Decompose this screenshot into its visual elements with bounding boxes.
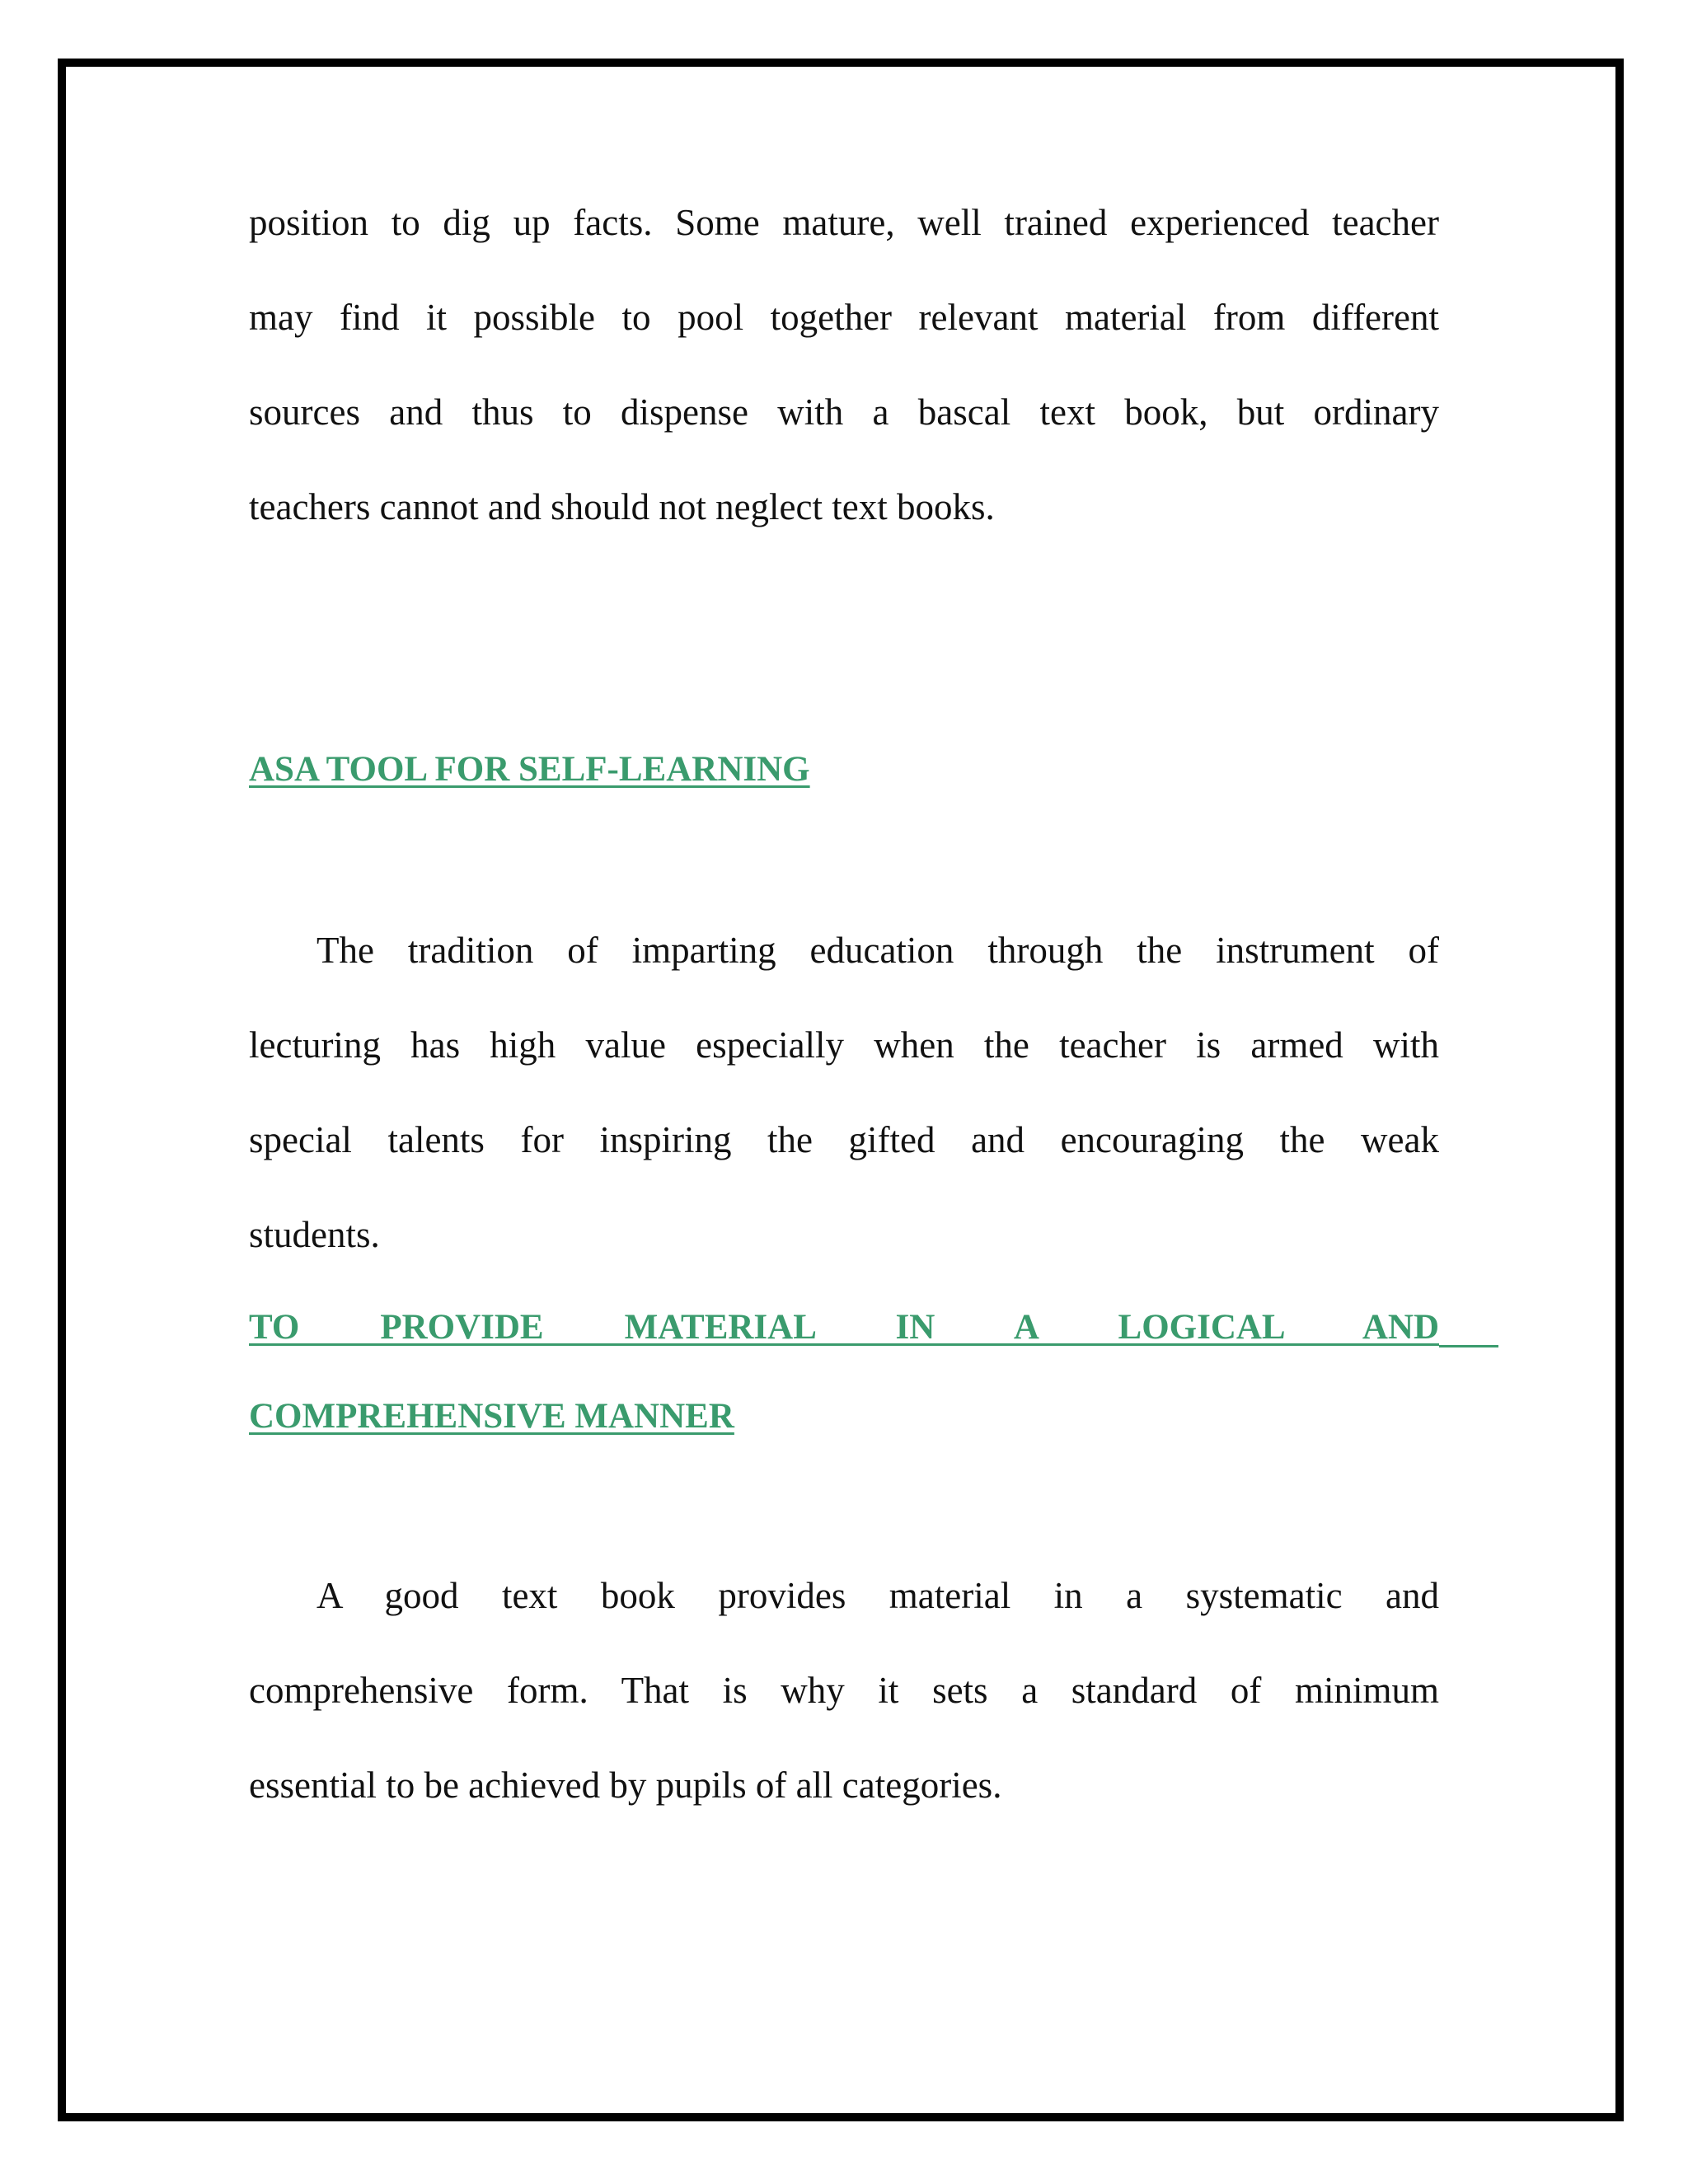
paragraph-line: essential to be achieved by pupils of all categories. [249, 1765, 1002, 1806]
section-heading: TO PROVIDE MATERIAL IN A LOGICAL AND [249, 1308, 1439, 1347]
section-heading: COMPREHENSIVE MANNER [249, 1397, 734, 1436]
paragraph-line: special talents for inspiring the gifted and encouraging the weak [249, 1119, 1439, 1160]
paragraph-line: may find it possible to pool together relevant material from different [249, 297, 1439, 338]
paragraph-line: The tradition of imparting education through the instrument of [316, 930, 1439, 971]
paragraph-line: lecturing has high value especially when the teacher is armed with [249, 1024, 1439, 1066]
paragraph-line: students. [249, 1214, 380, 1255]
paragraph-line: sources and thus to dispense with a bascal text book, but ordinary [249, 391, 1439, 433]
section-heading: ASA TOOL FOR SELF-LEARNING [249, 750, 810, 789]
heading-underline [1439, 1345, 1498, 1347]
paragraph-line: A good text book provides material in a systematic and [316, 1575, 1439, 1616]
paragraph-line: teachers cannot and should not neglect text books. [249, 486, 995, 527]
paragraph-line: position to dig up facts. Some mature, well trained experienced teacher [249, 202, 1439, 243]
paragraph-line: comprehensive form. That is why it sets a standard of minimum [249, 1670, 1439, 1711]
page-border [58, 59, 1624, 2121]
